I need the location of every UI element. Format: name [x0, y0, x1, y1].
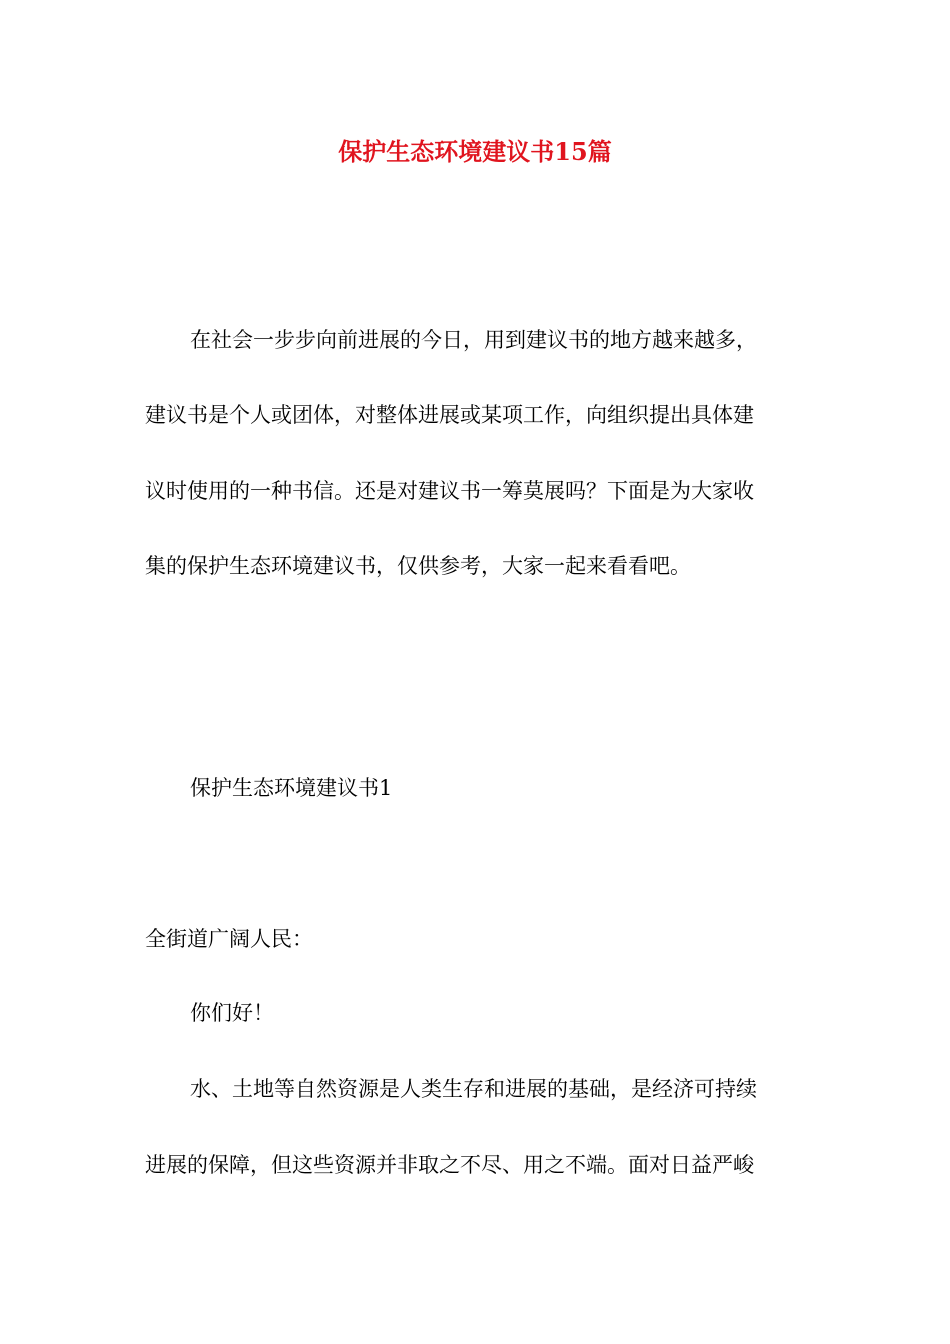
intro-line: 集的保护生态环境建议书，仅供参考，大家一起来看看吧。	[145, 554, 691, 578]
salutation: 全街道广阔人民：	[145, 927, 313, 951]
body-line: 水、土地等自然资源是人类生存和进展的基础，是经济可持续	[190, 1077, 757, 1101]
section-heading: 保护生态环境建议书1	[190, 776, 393, 800]
intro-line: 在社会一步步向前进展的今日，用到建议书的地方越来越多，	[190, 328, 757, 352]
greeting: 你们好！	[190, 1001, 274, 1025]
document-title: 保护生态环境建议书15篇	[338, 137, 612, 166]
intro-line: 建议书是个人或团体，对整体进展或某项工作，向组织提出具体建	[145, 403, 754, 427]
intro-line: 议时使用的一种书信。还是对建议书一筹莫展吗？下面是为大家收	[145, 479, 754, 503]
body-line: 进展的保障，但这些资源并非取之不尽、用之不端。面对日益严峻	[145, 1153, 754, 1177]
